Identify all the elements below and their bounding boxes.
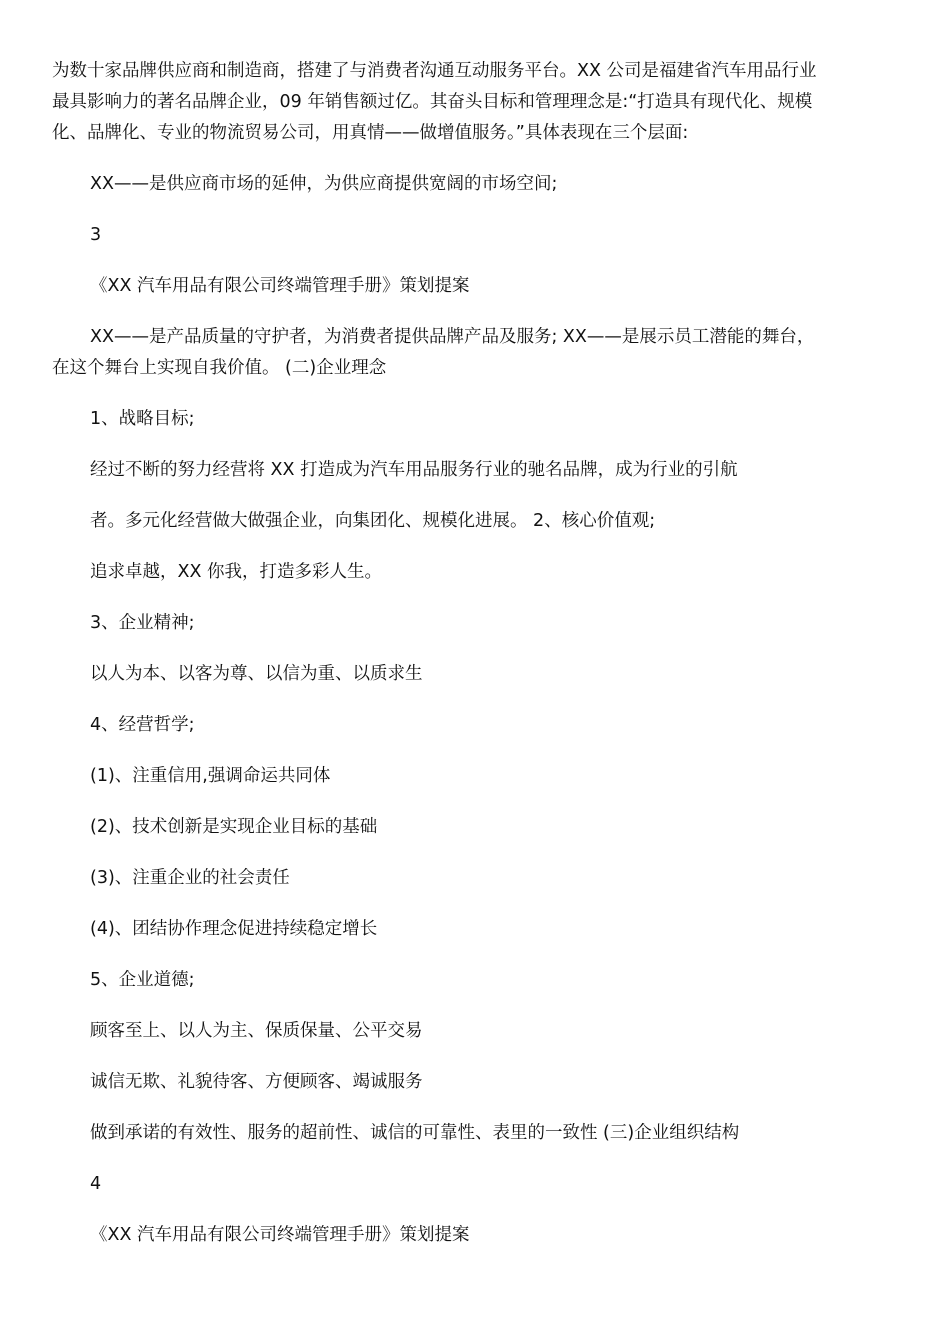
paragraph-spirit: 以人为本、以客为尊、以信为重、以质求生 [90, 664, 423, 684]
list-item-philosophy-3: (3)、注重企业的社会责任 [90, 868, 290, 888]
paragraph-strategy-line-1: 经过不断的努力经营将 XX 打造成为汽车用品服务行业的驰名品牌，成为行业的引航 [90, 460, 738, 480]
list-item-philosophy-2: (2)、技术创新是实现企业目标的基础 [90, 817, 378, 837]
paragraph-supplier: XX——是供应商市场的延伸，为供应商提供宽阔的市场空间; [90, 174, 558, 194]
paragraph-quality-line-2: 在这个舞台上实现自我价值。 (二)企业理念 [52, 358, 387, 378]
list-item-philosophy-1: (1)、注重信用,强调命运共同体 [90, 766, 331, 786]
paragraph-ethics-1: 顾客至上、以人为主、保质保量、公平交易 [90, 1021, 423, 1041]
running-header: 《XX 汽车用品有限公司终端管理手册》策划提案 [90, 1225, 470, 1245]
running-header: 《XX 汽车用品有限公司终端管理手册》策划提案 [90, 276, 470, 296]
paragraph-values: 追求卓越，XX 你我，打造多彩人生。 [90, 562, 383, 582]
section-heading-philosophy: 4、经营哲学; [90, 715, 195, 735]
page-number: 4 [90, 1174, 102, 1194]
paragraph-quality-line-1: XX——是产品质量的守护者，为消费者提供品牌产品及服务; XX——是展示员工潜能的舞台， [90, 327, 815, 347]
page-number: 3 [90, 225, 102, 245]
paragraph-line-1: 为数十家品牌供应商和制造商，搭建了与消费者沟通互动服务平台。XX 公司是福建省汽车用品行业 [52, 61, 817, 81]
paragraph-ethics-2: 诚信无欺、礼貌待客、方便顾客、竭诚服务 [90, 1072, 423, 1092]
section-heading-strategy: 1、战略目标; [90, 409, 195, 429]
list-item-philosophy-4: (4)、团结协作理念促进持续稳定增长 [90, 919, 378, 939]
section-heading-ethics: 5、企业道德; [90, 970, 195, 990]
section-heading-spirit: 3、企业精神; [90, 613, 195, 633]
paragraph-line-2: 最具影响力的著名品牌企业，09 年销售额过亿。其奋头目标和管理理念是:“打造具有现代化、规模 [52, 92, 813, 112]
paragraph-strategy-line-2: 者。多元化经营做大做强企业，向集团化、规模化进展。 2、核心价值观; [90, 511, 656, 531]
paragraph-line-3: 化、品牌化、专业的物流贸易公司，用真情——做增值服务。”具体表现在三个层面: [52, 123, 689, 143]
paragraph-ethics-3: 做到承诺的有效性、服务的超前性、诚信的可靠性、表里的一致性 (三)企业组织结构 [90, 1123, 740, 1143]
